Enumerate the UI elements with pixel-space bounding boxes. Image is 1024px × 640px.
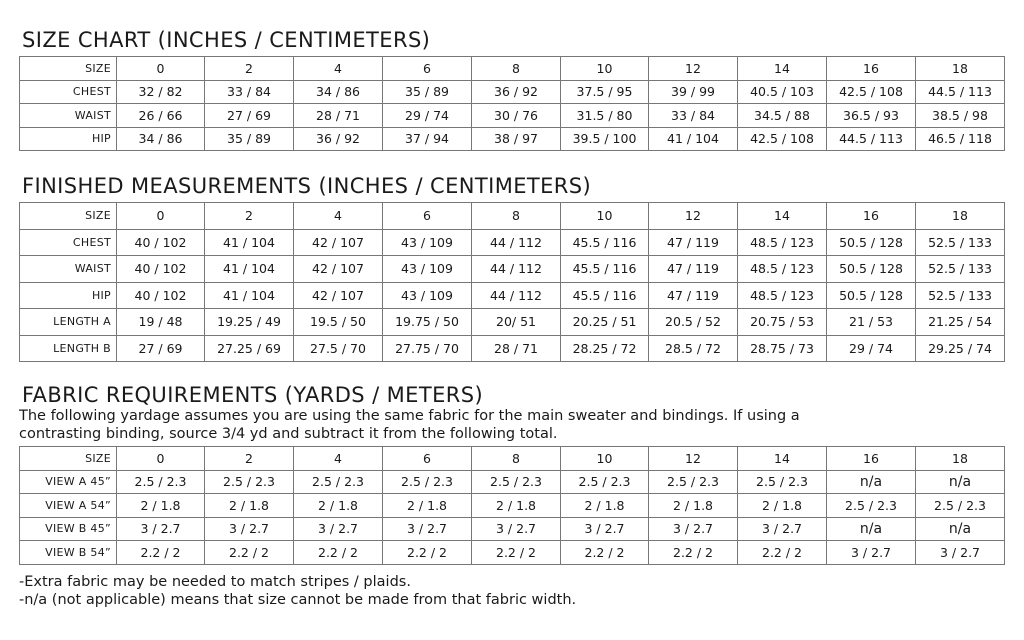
table-cell: 36 / 92 bbox=[472, 80, 561, 104]
table-cell: 42 / 107 bbox=[294, 256, 383, 283]
table-cell: 2.5 / 2.3 bbox=[205, 470, 294, 494]
table-cell: 2.2 / 2 bbox=[649, 541, 738, 565]
size-18-header: 18 bbox=[916, 203, 1005, 230]
table-cell: 34 / 86 bbox=[294, 80, 383, 104]
table-cell: 2 / 1.8 bbox=[561, 494, 649, 518]
table-cell: 31.5 / 80 bbox=[561, 104, 649, 128]
table-cell: 44 / 112 bbox=[472, 229, 561, 256]
header-row bbox=[20, 447, 1005, 471]
table-row bbox=[20, 282, 1005, 309]
table-cell: 29 / 74 bbox=[827, 335, 916, 362]
table-row bbox=[20, 335, 1005, 362]
table-cell: 43 / 109 bbox=[383, 229, 472, 256]
size-14-header: 14 bbox=[738, 203, 827, 230]
table-cell: 28.25 / 72 bbox=[561, 335, 649, 362]
size-16-header: 16 bbox=[827, 203, 916, 230]
table-cell: 48.5 / 123 bbox=[738, 282, 827, 309]
table-row bbox=[20, 470, 1005, 494]
table-cell: 29.25 / 74 bbox=[916, 335, 1005, 362]
table-cell: 44 / 112 bbox=[472, 282, 561, 309]
size-10-header: 10 bbox=[561, 203, 649, 230]
table-cell: 40 / 102 bbox=[117, 229, 205, 256]
table-cell: 2 / 1.8 bbox=[383, 494, 472, 518]
table-cell: 2.5 / 2.3 bbox=[561, 470, 649, 494]
table-row bbox=[20, 229, 1005, 256]
table-cell: 2.5 / 2.3 bbox=[294, 470, 383, 494]
table-cell: 40 / 102 bbox=[117, 256, 205, 283]
row-label-view-a-45: VIEW A 45” bbox=[20, 470, 117, 494]
table-cell: 45.5 / 116 bbox=[561, 282, 649, 309]
table-cell: 43 / 109 bbox=[383, 282, 472, 309]
size-chart-table bbox=[19, 56, 1005, 151]
table-cell: 29 / 74 bbox=[383, 104, 472, 128]
fabric-intro-line-2: contrasting binding, source 3/4 yd and subtract it from the following total. bbox=[19, 426, 558, 442]
table-cell: 44.5 / 113 bbox=[827, 127, 916, 151]
table-cell: 2 / 1.8 bbox=[472, 494, 561, 518]
table-row bbox=[20, 256, 1005, 283]
size-4-header: 4 bbox=[294, 57, 383, 81]
table-cell: 2.5 / 2.3 bbox=[472, 470, 561, 494]
size-16-header: 16 bbox=[827, 57, 916, 81]
size-18-header: 18 bbox=[916, 447, 1005, 471]
size-16-header: 16 bbox=[827, 447, 916, 471]
table-cell: 45.5 / 116 bbox=[561, 256, 649, 283]
table-cell: 38.5 / 98 bbox=[916, 104, 1005, 128]
table-cell: 41 / 104 bbox=[205, 256, 294, 283]
table-cell: n/a bbox=[827, 470, 916, 494]
table-cell: 48.5 / 123 bbox=[738, 256, 827, 283]
table-cell: 20.75 / 53 bbox=[738, 309, 827, 336]
table-cell: 2.2 / 2 bbox=[472, 541, 561, 565]
table-cell: 33 / 84 bbox=[205, 80, 294, 104]
table-cell: n/a bbox=[916, 470, 1005, 494]
table-cell: 42.5 / 108 bbox=[738, 127, 827, 151]
table-cell: 52.5 / 133 bbox=[916, 229, 1005, 256]
table-cell: 33 / 84 bbox=[649, 104, 738, 128]
table-cell: n/a bbox=[827, 517, 916, 541]
table-cell: 36 / 92 bbox=[294, 127, 383, 151]
table-cell: 2.5 / 2.3 bbox=[649, 470, 738, 494]
row-label-hip: HIP bbox=[20, 127, 117, 151]
size-4-header: 4 bbox=[294, 203, 383, 230]
size-2-header: 2 bbox=[205, 57, 294, 81]
table-cell: 19.5 / 50 bbox=[294, 309, 383, 336]
table-cell: 2.5 / 2.3 bbox=[916, 494, 1005, 518]
table-row bbox=[20, 104, 1005, 128]
table-cell: 2 / 1.8 bbox=[117, 494, 205, 518]
table-cell: 3 / 2.7 bbox=[472, 517, 561, 541]
table-row bbox=[20, 541, 1005, 565]
table-cell: 2.2 / 2 bbox=[117, 541, 205, 565]
table-cell: 19 / 48 bbox=[117, 309, 205, 336]
table-cell: 27 / 69 bbox=[117, 335, 205, 362]
table-cell: 42.5 / 108 bbox=[827, 80, 916, 104]
table-cell: 2.2 / 2 bbox=[561, 541, 649, 565]
table-cell: 37 / 94 bbox=[383, 127, 472, 151]
row-label-length-a: LENGTH A bbox=[20, 309, 117, 336]
table-cell: 3 / 2.7 bbox=[383, 517, 472, 541]
table-cell: 35 / 89 bbox=[383, 80, 472, 104]
size-8-header: 8 bbox=[472, 447, 561, 471]
table-cell: n/a bbox=[916, 517, 1005, 541]
size-12-header: 12 bbox=[649, 447, 738, 471]
table-cell: 47 / 119 bbox=[649, 282, 738, 309]
table-cell: 3 / 2.7 bbox=[561, 517, 649, 541]
size-header-label: SIZE bbox=[20, 203, 117, 230]
row-label-view-a-54: VIEW A 54” bbox=[20, 494, 117, 518]
table-cell: 26 / 66 bbox=[117, 104, 205, 128]
row-label-view-b-54: VIEW B 54” bbox=[20, 541, 117, 565]
size-6-header: 6 bbox=[383, 447, 472, 471]
table-cell: 3 / 2.7 bbox=[916, 541, 1005, 565]
size-14-header: 14 bbox=[738, 57, 827, 81]
row-label-waist: WAIST bbox=[20, 256, 117, 283]
table-cell: 21 / 53 bbox=[827, 309, 916, 336]
table-cell: 30 / 76 bbox=[472, 104, 561, 128]
table-cell: 2.5 / 2.3 bbox=[117, 470, 205, 494]
table-cell: 28 / 71 bbox=[294, 104, 383, 128]
table-cell: 2.2 / 2 bbox=[294, 541, 383, 565]
table-cell: 52.5 / 133 bbox=[916, 282, 1005, 309]
row-label-waist: WAIST bbox=[20, 104, 117, 128]
size-10-header: 10 bbox=[561, 57, 649, 81]
size-header-label: SIZE bbox=[20, 57, 117, 81]
table-cell: 41 / 104 bbox=[205, 229, 294, 256]
size-0-header: 0 bbox=[117, 57, 205, 81]
size-6-header: 6 bbox=[383, 203, 472, 230]
table-cell: 20/ 51 bbox=[472, 309, 561, 336]
row-label-chest: CHEST bbox=[20, 229, 117, 256]
table-cell: 40.5 / 103 bbox=[738, 80, 827, 104]
table-cell: 39.5 / 100 bbox=[561, 127, 649, 151]
table-cell: 43 / 109 bbox=[383, 256, 472, 283]
table-cell: 42 / 107 bbox=[294, 229, 383, 256]
fabric-intro-line-1: The following yardage assumes you are using the same fabric for the main sweater and bindings. If using a bbox=[19, 408, 800, 424]
size-14-header: 14 bbox=[738, 447, 827, 471]
table-cell: 39 / 99 bbox=[649, 80, 738, 104]
table-cell: 20.25 / 51 bbox=[561, 309, 649, 336]
table-cell: 3 / 2.7 bbox=[827, 541, 916, 565]
table-cell: 34 / 86 bbox=[117, 127, 205, 151]
table-cell: 3 / 2.7 bbox=[117, 517, 205, 541]
table-cell: 48.5 / 123 bbox=[738, 229, 827, 256]
row-label-chest: CHEST bbox=[20, 80, 117, 104]
table-cell: 2.5 / 2.3 bbox=[383, 470, 472, 494]
table-cell: 46.5 / 118 bbox=[916, 127, 1005, 151]
table-cell: 27 / 69 bbox=[205, 104, 294, 128]
table-cell: 28 / 71 bbox=[472, 335, 561, 362]
table-cell: 44.5 / 113 bbox=[916, 80, 1005, 104]
table-cell: 2.2 / 2 bbox=[738, 541, 827, 565]
table-cell: 45.5 / 116 bbox=[561, 229, 649, 256]
table-cell: 2 / 1.8 bbox=[205, 494, 294, 518]
note-na: -n/a (not applicable) means that size cannot be made from that fabric width. bbox=[19, 592, 577, 608]
table-row bbox=[20, 80, 1005, 104]
table-cell: 3 / 2.7 bbox=[294, 517, 383, 541]
header-row bbox=[20, 203, 1005, 230]
table-row bbox=[20, 494, 1005, 518]
table-cell: 34.5 / 88 bbox=[738, 104, 827, 128]
table-cell: 50.5 / 128 bbox=[827, 256, 916, 283]
table-cell: 19.75 / 50 bbox=[383, 309, 472, 336]
row-label-view-b-45: VIEW B 45” bbox=[20, 517, 117, 541]
size-header-label: SIZE bbox=[20, 447, 117, 471]
table-cell: 36.5 / 93 bbox=[827, 104, 916, 128]
size-12-header: 12 bbox=[649, 203, 738, 230]
table-cell: 21.25 / 54 bbox=[916, 309, 1005, 336]
table-cell: 40 / 102 bbox=[117, 282, 205, 309]
table-cell: 3 / 2.7 bbox=[205, 517, 294, 541]
size-12-header: 12 bbox=[649, 57, 738, 81]
size-4-header: 4 bbox=[294, 447, 383, 471]
table-cell: 35 / 89 bbox=[205, 127, 294, 151]
table-cell: 41 / 104 bbox=[205, 282, 294, 309]
fabric-requirements-title: FABRIC REQUIREMENTS (YARDS / METERS) bbox=[22, 383, 484, 407]
table-row bbox=[20, 127, 1005, 151]
note-stripes: -Extra fabric may be needed to match stripes / plaids. bbox=[19, 574, 411, 590]
table-cell: 42 / 107 bbox=[294, 282, 383, 309]
table-cell: 41 / 104 bbox=[649, 127, 738, 151]
table-cell: 50.5 / 128 bbox=[827, 282, 916, 309]
table-cell: 27.5 / 70 bbox=[294, 335, 383, 362]
table-cell: 2.5 / 2.3 bbox=[827, 494, 916, 518]
size-8-header: 8 bbox=[472, 203, 561, 230]
size-0-header: 0 bbox=[117, 447, 205, 471]
size-0-header: 0 bbox=[117, 203, 205, 230]
table-cell: 27.25 / 69 bbox=[205, 335, 294, 362]
size-10-header: 10 bbox=[561, 447, 649, 471]
table-row bbox=[20, 309, 1005, 336]
row-label-hip: HIP bbox=[20, 282, 117, 309]
table-cell: 47 / 119 bbox=[649, 229, 738, 256]
size-2-header: 2 bbox=[205, 447, 294, 471]
size-2-header: 2 bbox=[205, 203, 294, 230]
table-cell: 2 / 1.8 bbox=[294, 494, 383, 518]
table-cell: 37.5 / 95 bbox=[561, 80, 649, 104]
table-cell: 2.2 / 2 bbox=[383, 541, 472, 565]
table-cell: 20.5 / 52 bbox=[649, 309, 738, 336]
table-cell: 44 / 112 bbox=[472, 256, 561, 283]
table-cell: 19.25 / 49 bbox=[205, 309, 294, 336]
table-cell: 28.5 / 72 bbox=[649, 335, 738, 362]
row-label-length-b: LENGTH B bbox=[20, 335, 117, 362]
table-cell: 38 / 97 bbox=[472, 127, 561, 151]
size-8-header: 8 bbox=[472, 57, 561, 81]
table-cell: 3 / 2.7 bbox=[649, 517, 738, 541]
table-cell: 3 / 2.7 bbox=[738, 517, 827, 541]
size-18-header: 18 bbox=[916, 57, 1005, 81]
size-chart-title: SIZE CHART (INCHES / CENTIMETERS) bbox=[22, 28, 431, 52]
table-cell: 32 / 82 bbox=[117, 80, 205, 104]
table-cell: 2 / 1.8 bbox=[738, 494, 827, 518]
finished-measurements-table bbox=[19, 202, 1005, 362]
table-cell: 50.5 / 128 bbox=[827, 229, 916, 256]
table-cell: 2.5 / 2.3 bbox=[738, 470, 827, 494]
fabric-requirements-table bbox=[19, 446, 1005, 565]
table-cell: 27.75 / 70 bbox=[383, 335, 472, 362]
finished-measurements-title: FINISHED MEASUREMENTS (INCHES / CENTIMETERS) bbox=[22, 174, 592, 198]
table-cell: 2 / 1.8 bbox=[649, 494, 738, 518]
table-cell: 2.2 / 2 bbox=[205, 541, 294, 565]
table-cell: 52.5 / 133 bbox=[916, 256, 1005, 283]
size-6-header: 6 bbox=[383, 57, 472, 81]
table-row bbox=[20, 517, 1005, 541]
header-row bbox=[20, 57, 1005, 81]
table-cell: 28.75 / 73 bbox=[738, 335, 827, 362]
table-cell: 47 / 119 bbox=[649, 256, 738, 283]
